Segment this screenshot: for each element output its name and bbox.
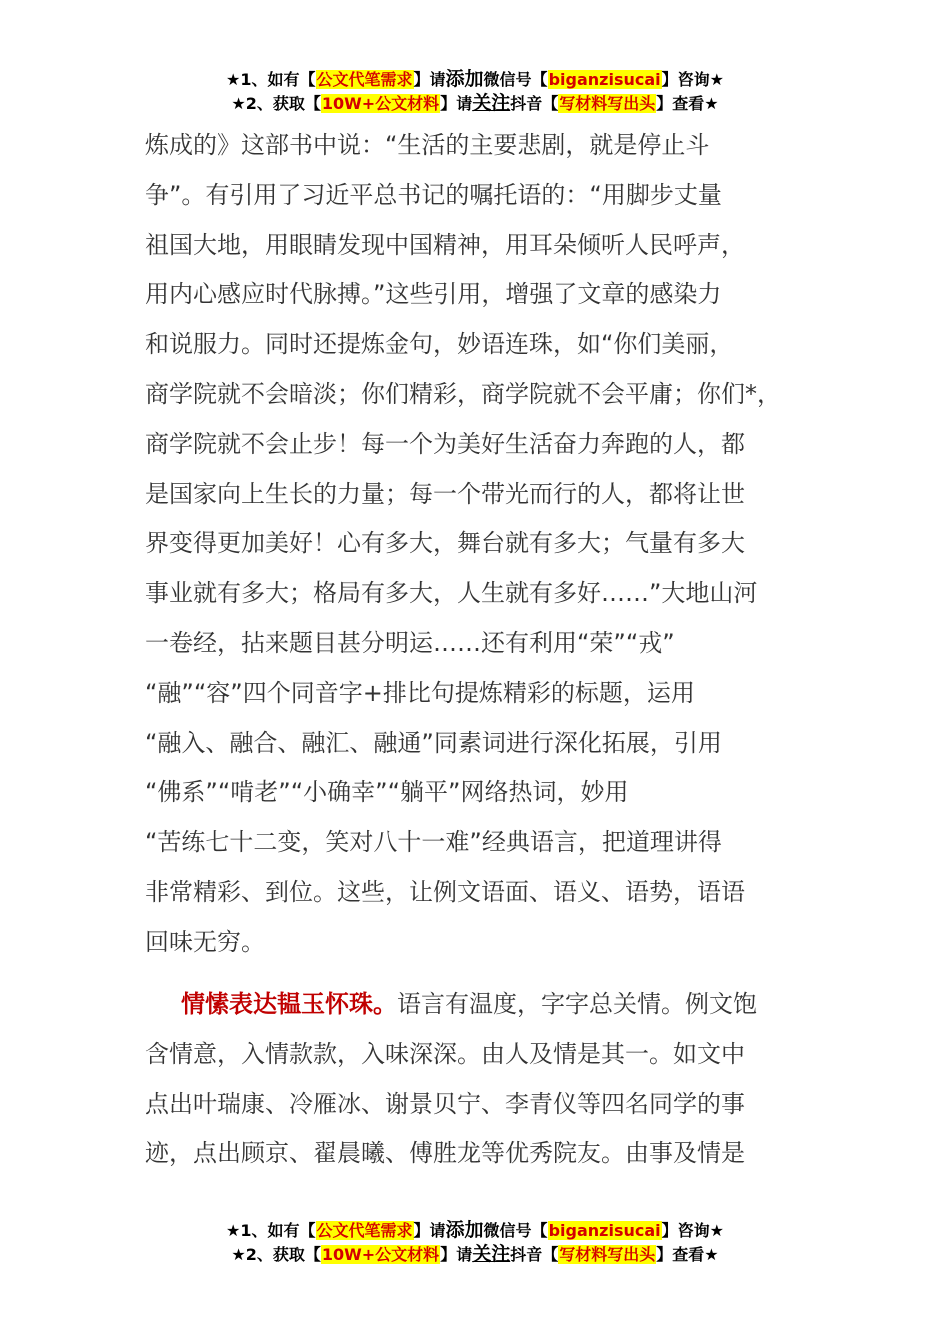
text-line: “融”“容”四个同音字+排比句提炼精彩的标题，运用 (145, 678, 695, 707)
promo-line-2 (0, 91, 950, 115)
promo-emphasis: 关注 (472, 92, 511, 114)
promo-emphasis: 添加 (445, 68, 484, 90)
promo-highlight: 公文代笔需求 (316, 70, 413, 89)
text-line: 炼成的》这部书中说：“生活的主要悲剧，就是停止斗 (145, 131, 710, 159)
text-line: “苦练七十二变，笑对八十一难”经典语言，把道理讲得 (145, 828, 722, 857)
promo-text: 】请 (413, 70, 446, 89)
promo-line-2 (0, 1242, 950, 1266)
promo-highlight: 10W+公文材料 (321, 94, 440, 113)
paragraph-1 (145, 121, 825, 968)
promo-highlight: 写材料写出头 (559, 94, 656, 113)
text-line: 界变得更加美好！心有多大，舞台就有多大；气量有多大 (145, 529, 745, 558)
promo-text: 】请 (440, 94, 473, 113)
promo-highlight: 10W+公文材料 (321, 1245, 440, 1264)
promo-banner-bottom (0, 1218, 950, 1266)
promo-text: 】请 (440, 1245, 473, 1264)
promo-text: 】咨询★ (661, 70, 724, 89)
text-line: 商学院就不会止步！每一个为美好生活奋力奔跑的人，都 (145, 429, 745, 458)
text-line: “佛系”“啃老”“小确幸”“躺平”网络热词，妙用 (145, 778, 629, 807)
promo-highlight: biganzisucai (548, 70, 661, 89)
text-line: 事业就有多大；格局有多大，人生就有多好……”大地山河 (145, 579, 758, 608)
promo-text: 】查看★ (656, 94, 719, 113)
promo-text: 】查看★ (656, 1245, 719, 1264)
promo-text: 抖音【 (510, 1245, 559, 1264)
promo-text: ★1、如有【 (226, 1221, 316, 1240)
text-line: 回味无穷。 (145, 927, 265, 956)
text-line (145, 980, 825, 1030)
promo-text: 微信号【 (483, 70, 548, 89)
text-line: 含情意，入情款款，入味深深。由人及情是其一。如文中 (145, 1039, 745, 1068)
text-line: 用内心感应时代脉搏。”这些引用，增强了文章的感染力 (145, 280, 722, 309)
promo-highlight: 写材料写出头 (559, 1245, 656, 1264)
text-line: 商学院就不会暗淡；你们精彩，商学院就不会平庸；你们*， (145, 379, 781, 408)
paragraph-2 (145, 980, 825, 1179)
promo-highlight: biganzisucai (548, 1221, 661, 1240)
text-line: 是国家向上生长的力量；每一个带光而行的人，都将让世 (145, 479, 745, 508)
section-heading: 情愫表达韫玉怀珠。 (181, 990, 397, 1018)
text-line: 迹，点出顾京、翟晨曦、傅胜龙等优秀院友。由事及情是 (145, 1139, 745, 1168)
promo-line-1 (0, 1218, 950, 1242)
text-line: 点出叶瑞康、冷雁冰、谢景贝宁、李青仪等四名同学的事 (145, 1089, 745, 1118)
text-line: 祖国大地，用眼睛发现中国精神，用耳朵倾听人民呼声， (145, 230, 745, 259)
text-line: 和说服力。同时还提炼金句，妙语连珠，如“你们美丽， (145, 330, 734, 359)
promo-text: 抖音【 (510, 94, 559, 113)
text-run: 语言有温度，字字总关情。例文饱 (397, 990, 757, 1018)
promo-text: 微信号【 (483, 1221, 548, 1240)
promo-text: 】咨询★ (661, 1221, 724, 1240)
promo-banner-top (0, 67, 950, 115)
promo-highlight: 公文代笔需求 (316, 1221, 413, 1240)
text-line: 争”。有引用了习近平总书记的嘱托语的：“用脚步丈量 (145, 180, 722, 209)
promo-text: ★1、如有【 (226, 70, 316, 89)
text-line: 非常精彩、到位。这些，让例文语面、语义、语势，语语 (145, 877, 745, 906)
text-line: “融入、融合、融汇、融通”同素词进行深化拓展，引用 (145, 728, 722, 757)
promo-text: ★2、获取【 (231, 1245, 321, 1264)
text-line: 一卷经，拈来题目甚分明运……还有利用“荣”“戎” (145, 628, 675, 657)
promo-emphasis: 关注 (472, 1243, 511, 1265)
promo-emphasis: 添加 (445, 1219, 484, 1241)
promo-text: 】请 (413, 1221, 446, 1240)
promo-text: ★2、获取【 (231, 94, 321, 113)
promo-line-1 (0, 67, 950, 91)
